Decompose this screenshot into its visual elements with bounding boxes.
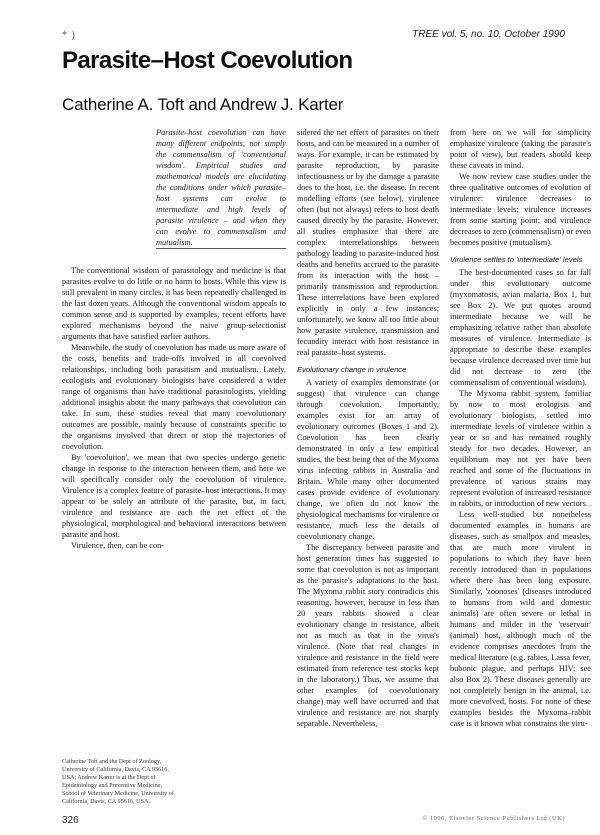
section-heading: Virulence settles to 'intermediate' levels [450,255,583,264]
article-title: Parasite–Host Coevolution [62,47,353,74]
paragraph: Less well-studied but nonetheless documented examples in humans are diseases, such as smallpox and measles, that are much more virulent in populations to which they have been recently introduced than in populations where there has been long exposure. Similarly, 'zoonoses' (diseases introduced to humans from wild and domestic animals) are often severe or lethal in humans and milder in the 'reservoir' (animal) host, although much of the evidence comprises anecdotes from the medical literature (e.g. rabies, Lassa fever, bubonic plague, and perhaps HIV; see also Box 2). These diseases generally are not completely benign in the animal, i.e. more coevolved, hosts. For none of these examples besides the Myxoma–rabbit case is it known what constrains the viru- [450,510,591,728]
journal-citation: TREE vol. 5, no. 10, October 1990 [412,29,565,40]
paragraph: We now review case studies under the three qualitative outcomes of evolution of virulence: virulence decreases to intermediate levels; virulence increases from some starting point; and virulence decreases to zero (commensalism) or even becomes positive (mutualism). [450,172,591,247]
paragraph: The best-documented cases so far fall under this evolutionary outcome (myxomatosis, avian malaria, Box 1, but see Box 2). We put quotes around intermediate because we will be emphasizing relative rather than absolute measures of virulence. Intermediate is appropriate to describe these examples because virulence decreased over time but did not decrease to zero (the commensalism of conventional wisdom). [450,268,591,387]
paragraph: The Myxoma rabbit system, familiar by now to most ecologists and evolutionary biologists, settled into intermediate levels of virulence within a year or so and has remained roughly steady for two decades. However, an equilibrium may not yet have been reached and some of the fluctuations in prevalence of various strains may represent evolution of increased resistance in rabbits, or introduction of new vectors. [450,389,591,508]
abstract: Parasite–host coevolution can have many different endpoints, not simply the commensalism of 'conventional wisdom'. Empirical studies and mathematical models are elucidating the conditions under which parasite–host systems can evolve to intermediate and high levels of parasite virulence – and when they can evolve to commensalism and mutualism. [156,128,286,247]
paragraph: By 'coevolution', we mean that two species undergo genetic change in response to the interaction between them, and here we will specifically consider only the coevolution of virulence. Virulence is a complex feature of parasite–host interactions. It may appear to be solely an attribute of the parasite, but, in fact, virulence and resistance are each the net effect of the physiological, morphological and behavioral interactions between parasite and host. [62,453,286,539]
paragraph: The conventional wisdom of parasitology and medicine is that parasites evolve to do little or no harm to hosts. While this view is still prevalent in many circles, it has been repeatedly challenged in the last dozen years. Although the conventional wisdom appeals to common sense and is supported by examples, recent efforts have explored mechanisms beyond the naive group-selectionist arguments that have satisfied earlier authors. [62,266,286,341]
page-number: 326 [62,815,79,826]
paragraph: Meanwhile, the study of coevolution has made us more aware of the costs, benefits and trade-offs involved in all coevolved relationships, including both parasitism and mutualism. Lately, ecologists and evolutionary biologists have considered a wider range of organisms than have traditional parasitologists, yielding additional insights about the many pathways that coevolution can take. In sum, these studies reveal that many coevolutionary outcomes are possible, mainly because of constraints specific to the organisms involved that direct or stop the trajectories of coevolution. [62,343,286,451]
article-authors: Catherine A. Toft and Andrew J. Karter [62,95,344,114]
paragraph: from here on we will for simplicity emphasize virulence (taking the parasite's point of view), but readers should keep these caveats in mind. [450,128,591,170]
abstract-divider [156,248,286,249]
body-column-1 [62,265,286,551]
paragraph: The discrepancy between parasite and host generation times has suggested to some that coevolution is not as important as the parasite's adaptations to the host. The Myxoma rabbit story contradicts this reasoning, however, because in less than 20 years rabbits showed a clear evolutionary change in resistance, albeit not as much as that in the virus's virulence. (Note that real changes in virulence and resistance in the field were estimated from reference test stocks kept in the laboratory.) Thus, we assume that other examples (of coevolutionary change) may well have occurred and that virulence and resistance are not sharply separable. Nevertheless, [297,543,439,728]
author-affiliation: Catherine Toft and the Dept of Zoology, University of California, Davis, CA 95616, USA; Andrew Karter is at the Dept of Epidemiology and Preventive Medicine, School of Veterinary Medicine, University of California, Davis, CA 95616, USA. [62,758,174,805]
paragraph: A variety of examples demonstrate (or suggest) that virulence can change through coevolution. Importantly, examples exist for an array of evolutionary outcomes (Boxes 1 and 2). Coevolution has been clearly demonstrated in only a few empirical studies, the best being that of the Myxoma virus infecting rabbits in Australia and Britain. While many other documented cases provide evidence of evolutionary change, we often do not know the physiological mechanisms for virulence or resistance, much less the details of coevolutionary change. [297,378,439,541]
paragraph: Virulence, then, can be con- [71,541,165,550]
section-heading: Evolutionary change in virulence [297,365,407,374]
copyright-footer: © 1990, Elsevier Science Publishers Ltd (UK) [422,815,565,822]
body-column-3 [450,127,591,729]
body-column-2 [297,127,439,729]
header-mark: * ) [62,30,76,41]
paragraph: sidered the net effect of parasites on their hosts, and can be measured in a number of ways. For example, it can be estimated by parasite reproduction, by parasite infectiousness or by the damage a parasite does to the host, i.e. the disease. In recent modelling efforts (see below), virulence often (but not always) refers to host death caused directly by the parasite. However, all studies emphasize that there are complex interrelationships between pathology leading to parasite-induced host deaths and benefits accrued to the parasite from its interaction with the host – primarily transmission and reproduction. These interrelations have been explored explicitly in only a few instances; unfortunately, we know all too little about how parasite virulence, transmission and fecundity interact with host resistance in real parasite–host systems. [297,128,439,357]
